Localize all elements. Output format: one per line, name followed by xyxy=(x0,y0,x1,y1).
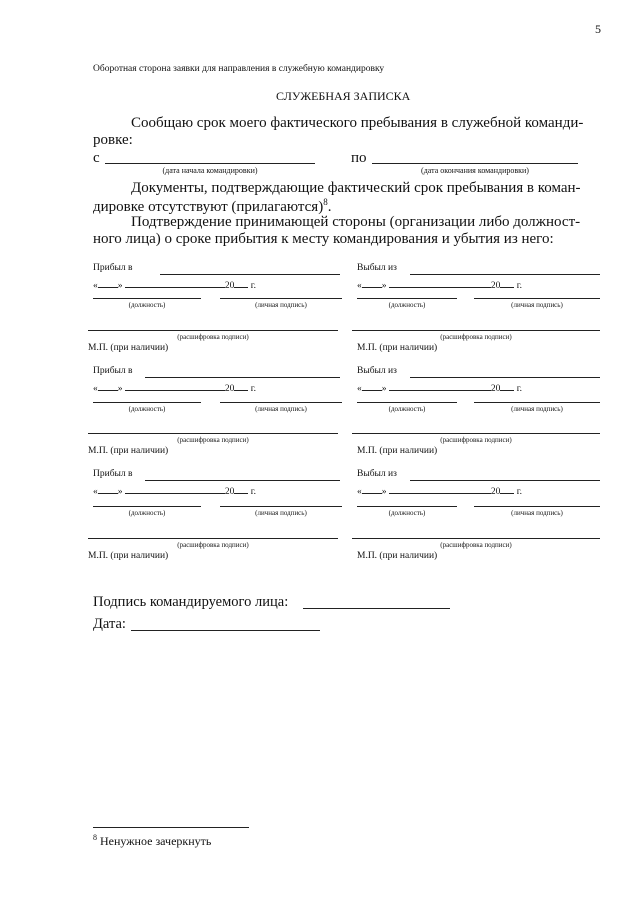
arrived-date-2 xyxy=(93,381,256,394)
departed-place-field-3[interactable] xyxy=(410,480,600,481)
year-prefix: 20 xyxy=(224,281,235,291)
signature-field[interactable] xyxy=(474,402,600,403)
quote-open: « xyxy=(357,384,362,394)
stamp-label: М.П. (при наличии) xyxy=(357,446,438,456)
year-field[interactable] xyxy=(234,278,248,288)
date-field[interactable] xyxy=(131,630,320,631)
departed-label-3: Выбыл из xyxy=(357,469,397,479)
quote-close: » xyxy=(117,487,123,497)
signature-field[interactable] xyxy=(220,402,342,403)
footnote-separator xyxy=(93,827,249,828)
decoding-caption: (расшифровка подписи) xyxy=(440,436,512,444)
arrived-place-field-2[interactable] xyxy=(145,377,340,378)
departed-label-1: Выбыл из xyxy=(357,263,397,273)
position-caption: (должность) xyxy=(128,405,166,413)
signature-caption: (личная подпись) xyxy=(511,405,563,413)
decoding-field[interactable] xyxy=(352,330,600,331)
decoding-field[interactable] xyxy=(352,538,600,539)
docs-line-1: Документы, подтверждающие фактический срок пребывания в коман- xyxy=(131,180,581,196)
month-field[interactable] xyxy=(389,278,491,288)
header-line: Оборотная сторона заявки для направления в служебную командировку xyxy=(93,64,385,74)
year-prefix: 20 xyxy=(224,384,235,394)
end-date-field[interactable] xyxy=(372,163,578,164)
date-label: Дата: xyxy=(93,616,126,632)
quote-open: « xyxy=(93,281,98,291)
docs-line-2-text: дировке отсутствуют (прилагаются) xyxy=(93,199,324,215)
docs-line-2-period: . xyxy=(327,199,332,215)
decoding-field[interactable] xyxy=(88,538,338,539)
page-number: 5 xyxy=(595,22,601,36)
departed-date-3 xyxy=(357,484,522,497)
decoding-field[interactable] xyxy=(88,330,338,331)
decoding-caption: (расшифровка подписи) xyxy=(177,541,249,549)
decoding-caption: (расшифровка подписи) xyxy=(440,333,512,341)
decoding-caption: (расшифровка подписи) xyxy=(440,541,512,549)
to-prefix: по xyxy=(351,150,367,166)
footnote-number: 8 xyxy=(93,833,97,842)
month-field[interactable] xyxy=(389,381,491,391)
year-suffix: г. xyxy=(516,281,522,291)
traveler-signature-label: Подпись командируемого лица: xyxy=(93,594,289,610)
quote-close: » xyxy=(381,384,387,394)
position-caption: (должность) xyxy=(128,301,166,309)
arrived-label-3: Прибыл в xyxy=(93,469,133,479)
departed-date-2 xyxy=(357,381,522,394)
position-caption: (должность) xyxy=(388,301,426,309)
month-field[interactable] xyxy=(125,484,225,494)
quote-open: « xyxy=(357,281,362,291)
position-field[interactable] xyxy=(93,506,201,507)
stamp-label: М.П. (при наличии) xyxy=(357,551,438,561)
year-field[interactable] xyxy=(500,278,514,288)
day-field[interactable] xyxy=(362,381,382,391)
position-caption: (должность) xyxy=(128,509,166,517)
year-field[interactable] xyxy=(500,381,514,391)
year-suffix: г. xyxy=(250,281,256,291)
footnote xyxy=(93,833,211,849)
stamp-label: М.П. (при наличии) xyxy=(357,343,438,353)
signature-caption: (личная подпись) xyxy=(511,301,563,309)
intro-line-1: Сообщаю срок моего фактического пребывания в служебной команди- xyxy=(131,115,584,131)
document-title: СЛУЖЕБНАЯ ЗАПИСКА xyxy=(276,89,411,103)
year-field[interactable] xyxy=(500,484,514,494)
signature-field[interactable] xyxy=(220,298,342,299)
year-field[interactable] xyxy=(234,381,248,391)
signature-field[interactable] xyxy=(474,298,600,299)
quote-close: » xyxy=(117,384,123,394)
quote-open: « xyxy=(93,384,98,394)
position-field[interactable] xyxy=(357,402,457,403)
confirm-line-1: Подтверждение принимающей стороны (организации либо должност- xyxy=(131,214,581,230)
arrived-label-1: Прибыл в xyxy=(93,263,133,273)
position-field[interactable] xyxy=(357,506,457,507)
start-date-caption: (дата начала командировки) xyxy=(162,166,258,175)
stamp-label: М.П. (при наличии) xyxy=(88,551,169,561)
month-field[interactable] xyxy=(125,381,225,391)
day-field[interactable] xyxy=(98,278,118,288)
footnote-text: Ненужное зачеркнуть xyxy=(100,834,212,848)
position-field[interactable] xyxy=(93,402,201,403)
stamp-label: М.П. (при наличии) xyxy=(88,446,169,456)
stamp-label: М.П. (при наличии) xyxy=(88,343,169,353)
signature-field[interactable] xyxy=(220,506,342,507)
year-suffix: г. xyxy=(250,487,256,497)
day-field[interactable] xyxy=(362,484,382,494)
day-field[interactable] xyxy=(98,381,118,391)
year-field[interactable] xyxy=(234,484,248,494)
arrived-date-3 xyxy=(93,484,256,497)
quote-close: » xyxy=(381,281,387,291)
decoding-field[interactable] xyxy=(88,433,338,434)
confirm-line-2: ного лица) о сроке прибытия к месту командирования и убытия из него: xyxy=(93,231,554,247)
footnote-ref: 8 xyxy=(323,197,328,207)
day-field[interactable] xyxy=(362,278,382,288)
position-field[interactable] xyxy=(93,298,201,299)
departed-place-field-1[interactable] xyxy=(410,274,600,275)
decoding-field[interactable] xyxy=(352,433,600,434)
signature-caption: (личная подпись) xyxy=(255,301,307,309)
departed-label-2: Выбыл из xyxy=(357,366,397,376)
decoding-caption: (расшифровка подписи) xyxy=(177,333,249,341)
departed-date-1 xyxy=(357,278,522,291)
month-field[interactable] xyxy=(389,484,491,494)
signature-field[interactable] xyxy=(474,506,600,507)
traveler-signature-field[interactable] xyxy=(303,608,450,609)
intro-line-2: ровке: xyxy=(93,132,133,148)
position-field[interactable] xyxy=(357,298,457,299)
year-prefix: 20 xyxy=(490,384,501,394)
from-prefix: с xyxy=(93,150,100,166)
month-field[interactable] xyxy=(125,278,225,288)
year-suffix: г. xyxy=(516,384,522,394)
year-prefix: 20 xyxy=(490,281,501,291)
quote-close: » xyxy=(117,281,123,291)
end-date-caption: (дата окончания командировки) xyxy=(421,166,529,175)
arrived-place-field-1[interactable] xyxy=(160,274,340,275)
decoding-caption: (расшифровка подписи) xyxy=(177,436,249,444)
quote-open: « xyxy=(357,487,362,497)
arrived-date-1 xyxy=(93,278,256,291)
position-caption: (должность) xyxy=(388,509,426,517)
arrived-label-2: Прибыл в xyxy=(93,366,133,376)
signature-caption: (личная подпись) xyxy=(511,509,563,517)
quote-close: » xyxy=(381,487,387,497)
year-suffix: г. xyxy=(250,384,256,394)
day-field[interactable] xyxy=(98,484,118,494)
position-caption: (должность) xyxy=(388,405,426,413)
signature-caption: (личная подпись) xyxy=(255,405,307,413)
quote-open: « xyxy=(93,487,98,497)
start-date-field[interactable] xyxy=(105,163,315,164)
arrived-place-field-3[interactable] xyxy=(145,480,340,481)
signature-caption: (личная подпись) xyxy=(255,509,307,517)
year-suffix: г. xyxy=(516,487,522,497)
departed-place-field-2[interactable] xyxy=(410,377,600,378)
year-prefix: 20 xyxy=(490,487,501,497)
year-prefix: 20 xyxy=(224,487,235,497)
